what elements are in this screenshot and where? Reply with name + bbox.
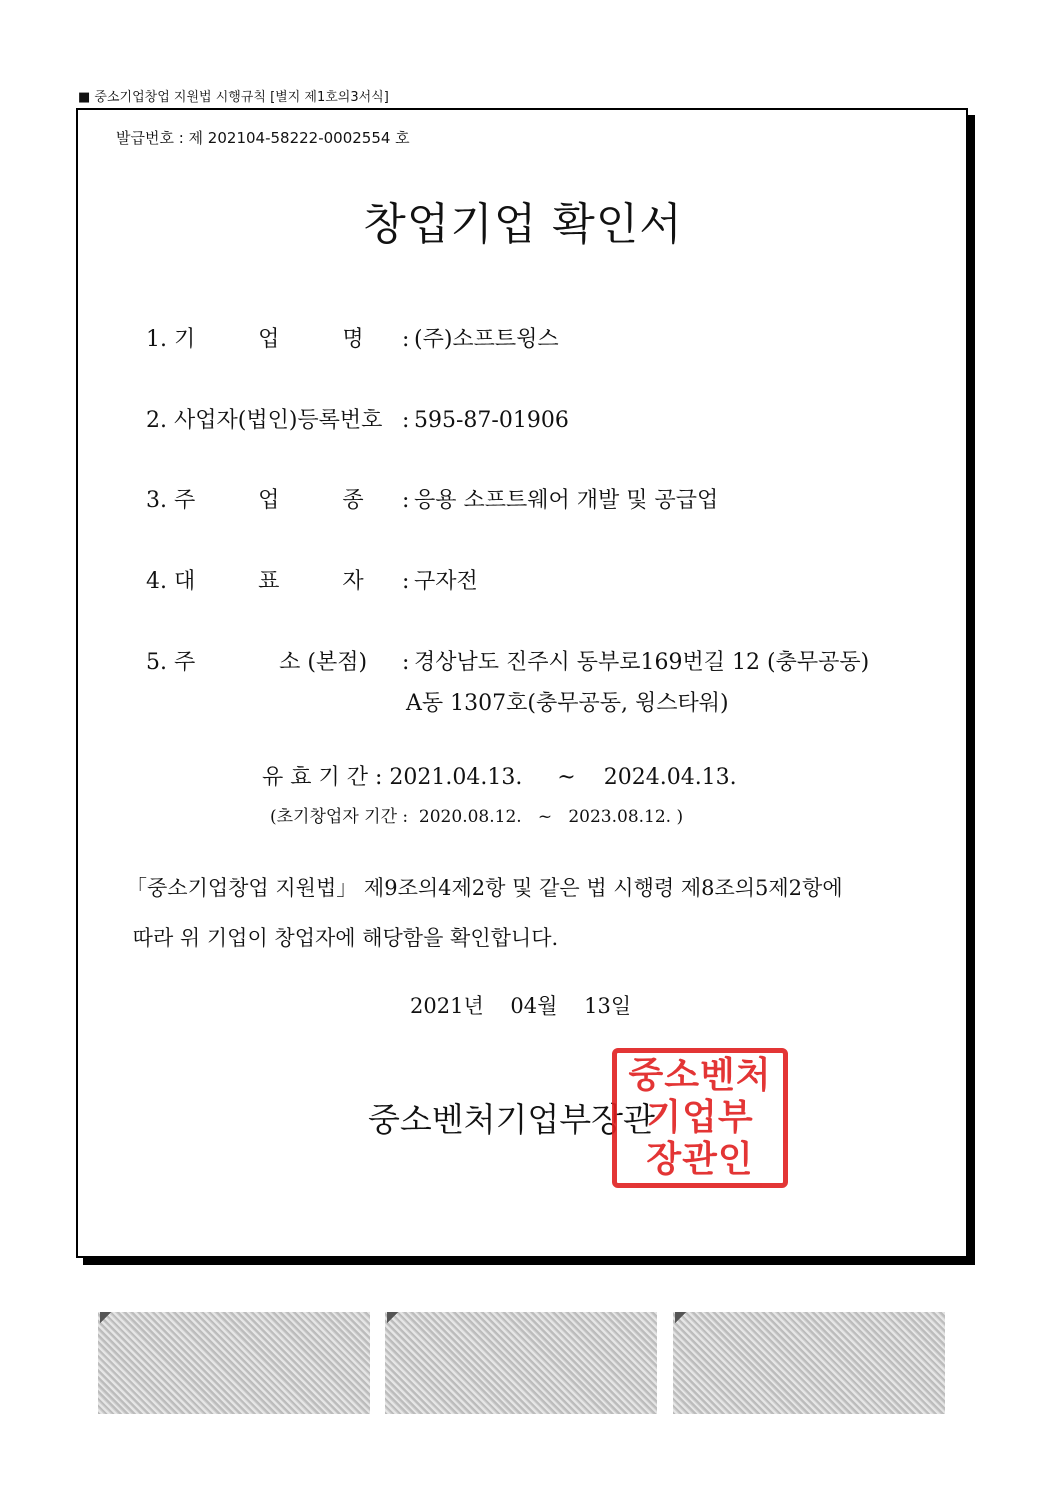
field-label: 4. 대 표 자 [146, 569, 364, 594]
field-value: 구자전 [414, 569, 478, 594]
issue-number: 발급번호 : 제 202104-58222-0002554 호 [116, 129, 410, 147]
field-colon: : [402, 327, 410, 352]
seal-line-3: 장관인 [646, 1139, 754, 1180]
issue-date: 2021년 04월 13일 [410, 994, 632, 1018]
seal-line-2: 기업부 [646, 1097, 754, 1138]
field-label: 3. 주 업 종 [146, 488, 364, 513]
field-representative [146, 564, 478, 595]
security-pattern-stamp [385, 1312, 657, 1414]
field-value: 경상남도 진주시 동부로169번길 12 (충무공동) [414, 650, 870, 675]
field-company-name [146, 322, 559, 353]
field-label: 2. 사업자(법인)등록번호 [146, 408, 383, 433]
field-address [146, 645, 869, 676]
seal-line-1: 중소벤처 [628, 1055, 772, 1096]
security-pattern-stamp [98, 1312, 370, 1414]
field-value: 595-87-01906 [414, 408, 569, 433]
statement-line-2: 따라 위 기업이 창업자에 해당함을 확인합니다. [126, 926, 559, 950]
security-pattern-stamp [673, 1312, 945, 1414]
field-value: 응용 소프트웨어 개발 및 공급업 [414, 488, 719, 513]
stamp-corner-mark [100, 1312, 114, 1326]
form-header: ■ 중소기업창업 지원법 시행규칙 [별지 제1호의3서식] [78, 90, 389, 105]
field-main-business [146, 483, 718, 514]
statement-line-1: 「중소기업창업 지원법」 제9조의4제2항 및 같은 법 시행령 제8조의5제2항에 [126, 876, 843, 900]
field-colon: : [402, 408, 410, 433]
validity-period: 유 효 기 간 : 2021.04.13. ~ 2024.04.13. [262, 765, 737, 790]
field-registration-number [146, 403, 569, 434]
document-title: 창업기업 확인서 [363, 199, 683, 250]
official-seal [612, 1048, 788, 1188]
field-value: (주)소프트윙스 [414, 327, 559, 352]
field-colon: : [402, 569, 410, 594]
field-label: 5. 주 소 (본점) [146, 650, 368, 675]
stamp-corner-mark [387, 1312, 401, 1326]
field-label: 1. 기 업 명 [146, 327, 364, 352]
stamp-corner-mark [675, 1312, 689, 1326]
initial-startup-period: (초기창업자 기간 : 2020.08.12. ~ 2023.08.12. ) [270, 807, 684, 827]
issuing-authority: 중소벤처기업부장관 [368, 1100, 655, 1139]
field-colon: : [402, 488, 410, 513]
address-line-2: A동 1307호(충무공동, 윙스타워) [406, 691, 729, 716]
field-colon: : [402, 650, 410, 675]
document-frame [76, 108, 968, 1258]
